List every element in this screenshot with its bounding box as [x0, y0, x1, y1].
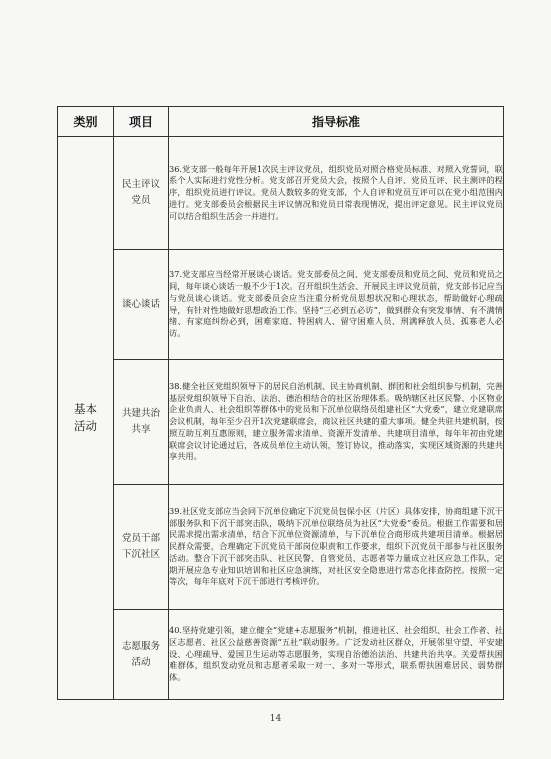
item-label: 民主评议党员: [121, 179, 160, 206]
item-cell: [114, 485, 169, 610]
header-standard: 指导标准: [169, 107, 504, 137]
standard-cell: 36.党支部一般每年开展1次民主评议党员，组织党员对照合格党员标准、对照入党誓词，联系个人实际进行党性分析。党支部召开党员大会，按照个人自评、党员互评、民主测评的程序，组织党员进行评议。党员人数较多的党支部，个人自评和党员互评可以在党小组范围内进行。党支部委员会根据民主评议情况和党员日常表现情况，提出评定意见。民主评议党员可以结合组织生活会一并进行。: [169, 137, 504, 250]
item-label: 志愿服务活动: [121, 640, 160, 668]
guidance-table: [57, 106, 504, 700]
category-label: 基本活动: [74, 402, 97, 433]
standard-cell: 37.党支部应当经常开展谈心谈话。党支部委员之间、党支部委员和党员之间、党员和党员之间，每年谈心谈话一般不少于1次。召开组织生活会、开展民主评议党员前，党支部书记应当与党员谈心谈话。党支部委员会应当注重分析党员思想状况和心理状态，帮助做好心理疏导，有针对性地做好思想政治工作。坚持“三必到五必访”，做到群众有突发事情、有不满情绪、有家庭纠纷必到，困难家庭、特困病人、留守困难人员、刑满释放人员、孤寡老人必访。: [169, 250, 504, 360]
table-row: [58, 250, 504, 360]
standard-cell: 39.社区党支部应当会同下沉单位确定下沉党员包保小区（片区）具体安排，协商组建下沉干部服务队和下沉干部突击队，吸纳下沉单位联络员为社区“大党委”委员。根据工作需要和居民需求提出需求清单，结合下沉单位资源清单，与下沉单位合商形成共建项目清单。根据居民群众需要，合理确定下沉党员干部岗位职责和工作要求，组织下沉党员干部参与社区服务活动。整合下沉干部突击队、社区民警、自管党员、志愿者等力量成立社区应急工作队，定期开展应急专业知识培训和社区应急演练，对社区安全隐患进行常态化排查防控。按照一定等次，每年年底对下沉干部进行考核评价。: [169, 485, 504, 610]
item-cell: [114, 137, 169, 250]
category-cell: [58, 137, 114, 700]
table-row: [58, 485, 504, 610]
item-cell: [114, 360, 169, 485]
table-row: [58, 137, 504, 250]
header-category: 类别: [58, 107, 114, 137]
table-header-row: [58, 107, 504, 137]
item-cell: [114, 250, 169, 360]
standard-cell: 40.坚持党建引领，建立健全“党建+志愿服务”机制，推进社区、社会组织、社会工作者、社区志愿者、社区公益慈善资源“五社”联动服务。广泛发动社区群众，开展邻里守望、平安建设、心理疏导、爱国卫生运动等志愿服务，实现自治德治法治、共建共治共享。关爱帮扶困难群体，组织发动党员和志愿者采取一对一、多对一等形式，联系帮扶困难居民、弱势群体。: [169, 610, 504, 700]
header-item: 项目: [114, 107, 169, 137]
table-row: [58, 360, 504, 485]
table-row: [58, 610, 504, 700]
item-cell: [114, 610, 169, 700]
item-label: 谈心谈话: [121, 298, 160, 310]
page-number: 14: [269, 714, 282, 724]
item-label: 党员干部下沉社区: [121, 533, 160, 560]
item-label: 共建共治共享: [121, 408, 160, 435]
standard-cell: 38.健全社区党组织领导下的居民自治机制、民主协商机制、群团和社会组织参与机制，完善基层党组织领导下自治、法治、德治相结合的社区治理体系。吸纳辖区社区民警、小区物业企业负责人、社会组织等群体中的党员和下沉单位联络员组建社区“大党委”，建立党建联席会议机制，每年至少召开1次党建联席会，商议社区共建的重大事项。健全共驻共建机制，按照互助互利互惠原则，建立服务需求清单、资源开发清单、共建项目清单，每年年初由党建联席会议讨论通过后，各成员单位主动认领，签订协议，推动落实，实现区域资源的共建共享共用。: [169, 360, 504, 485]
